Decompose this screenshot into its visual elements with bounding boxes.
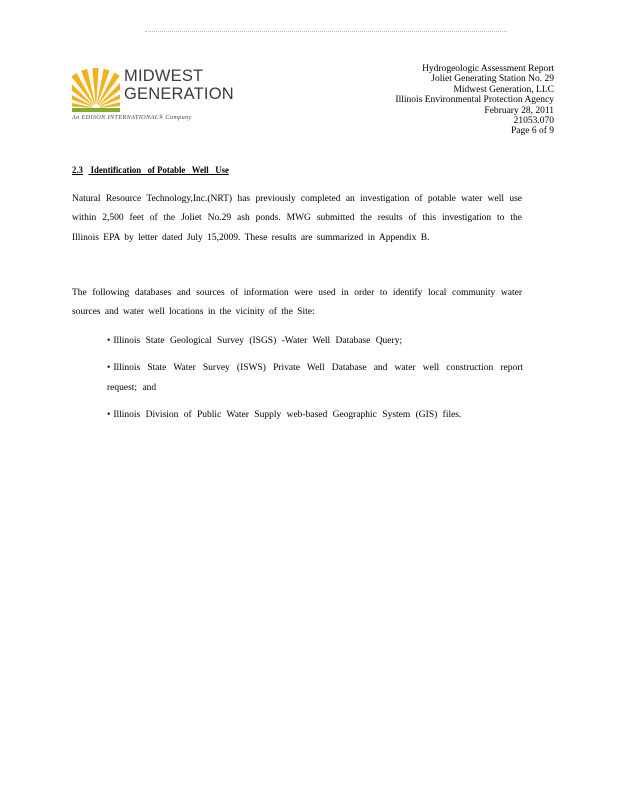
list-item-text: Illinois State Geological Survey (ISGS) -Water Well Database Query; — [113, 336, 403, 346]
header-date: February 28, 2011 — [484, 105, 554, 116]
list-item — [107, 406, 523, 425]
top-dotted-rule — [145, 31, 507, 32]
list-item-text: Illinois Division of Public Water Supply web-based Geographic System (GIS) files. — [113, 410, 462, 421]
list-item-text: Illinois State Water Survey (ISWS) Private Well Database and water well construction report request; and — [107, 363, 523, 393]
brand-name-line1: MIDWEST — [124, 67, 204, 85]
header-project-number: 21053.070 — [513, 116, 554, 127]
section-title: Identification of Potable Well Use — [90, 166, 229, 176]
header-page-number: Page 6 of 9 — [510, 126, 554, 137]
brand-name-line2: GENERATION — [124, 85, 234, 103]
paragraph-data-sources: The following databases and sources of information were used in order to identify local community water sources and water well locations in the vicinity of the Site: — [72, 288, 522, 318]
list-item — [107, 359, 523, 398]
paragraph-nrt-investigation: Natural Resource Technology,Inc.(NRT) has previously completed an investigation of potable water well use within 2,500 feet of the Joliet No.29 ash ponds. MWG submitted the results of this investigation to the Illinois EPA by letter dated July 15,2009. These results are summarized in Appendix B. — [72, 194, 522, 243]
sunburst-logo-icon — [72, 64, 120, 112]
header-station: Joliet Generating Station No. 29 — [431, 74, 554, 85]
bullet-icon: • — [107, 363, 111, 374]
bullet-icon: • — [107, 336, 111, 346]
list-item — [107, 332, 523, 351]
brand-tagline: An EDISON INTERNATIONAL® Company — [72, 114, 192, 121]
brand-name — [124, 67, 234, 103]
section-heading — [72, 166, 229, 176]
header-company: Midwest Generation, LLC — [453, 84, 554, 95]
report-header-info — [395, 64, 554, 137]
midwest-generation-logo — [72, 64, 242, 124]
bullet-icon: • — [107, 410, 111, 421]
header-report-title: Hydrogeologic Assessment Report — [422, 64, 554, 74]
source-list — [107, 332, 523, 434]
section-number: 2.3 — [72, 166, 83, 176]
header-agency: Illinois Environmental Protection Agency — [395, 95, 554, 106]
